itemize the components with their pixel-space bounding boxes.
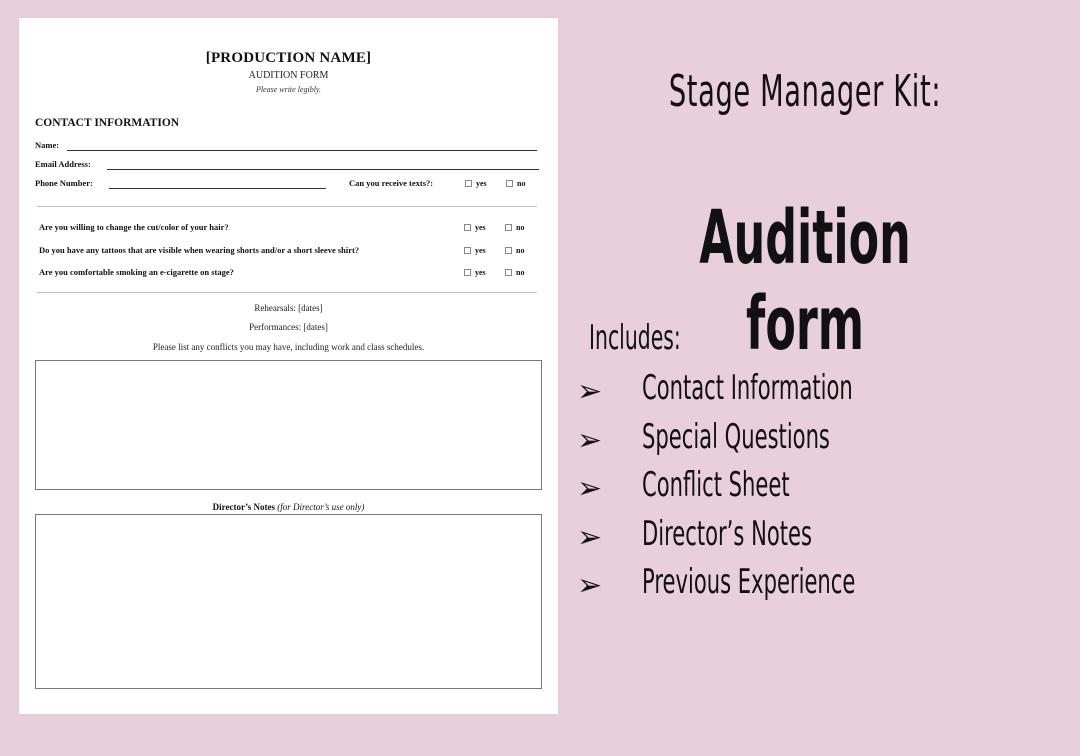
smoking-no-option[interactable] xyxy=(505,268,524,277)
audition-form-page xyxy=(19,18,558,714)
yes-label: yes xyxy=(475,246,486,255)
directors-notes-textarea[interactable] xyxy=(35,514,542,689)
product-title: Audition form xyxy=(699,195,911,367)
tattoos-no-option[interactable] xyxy=(505,246,524,255)
hair-yes-option[interactable] xyxy=(464,223,486,232)
question-hair: Are you willing to change the cut/color of your hair? xyxy=(39,222,229,232)
tattoos-yes-option[interactable] xyxy=(464,246,486,255)
question-tattoos: Do you have any tattoos that are visible when wearing shorts and/or a short sleeve shirt? xyxy=(39,245,360,255)
list-item-label: Special Questions xyxy=(642,417,830,457)
checkbox-icon xyxy=(505,224,512,231)
performances-dates: Performances: [dates] xyxy=(249,322,328,332)
checkbox-icon xyxy=(505,247,512,254)
list-item-label: Director’s Notes xyxy=(642,514,812,554)
email-field[interactable] xyxy=(107,169,539,170)
directors-notes-label: Director’s Notes xyxy=(212,502,276,512)
name-label: Name: xyxy=(35,140,60,150)
email-label: Email Address: xyxy=(35,159,91,169)
checkbox-icon xyxy=(465,180,472,187)
checkbox-icon xyxy=(464,269,471,276)
includes-label: Includes: xyxy=(589,318,681,358)
checkbox-icon xyxy=(505,269,512,276)
directors-notes-hint: (for Director’s use only) xyxy=(277,502,365,512)
list-item-label: Conflict Sheet xyxy=(642,465,790,505)
form-subtitle: AUDITION FORM xyxy=(248,70,329,81)
texts-no-option[interactable] xyxy=(506,179,525,188)
checkbox-icon xyxy=(464,247,471,254)
conflicts-prompt: Please list any conflicts you may have, including work and class schedules. xyxy=(152,342,425,352)
production-name-title: [PRODUCTION NAME] xyxy=(205,50,372,66)
no-label: no xyxy=(517,179,526,188)
arrow-bullet-icon: ➢ xyxy=(577,374,603,409)
question-smoking: Are you comfortable smoking an e-cigarette on stage? xyxy=(39,267,234,277)
name-field[interactable] xyxy=(67,150,537,151)
texts-yes-option[interactable] xyxy=(465,179,487,188)
no-label: no xyxy=(516,223,525,232)
list-item-label: Contact Information xyxy=(642,368,853,408)
arrow-bullet-icon: ➢ xyxy=(577,423,603,458)
phone-field[interactable] xyxy=(109,188,326,189)
smoking-yes-option[interactable] xyxy=(464,268,486,277)
conflicts-textarea[interactable] xyxy=(35,360,542,490)
directors-notes-heading xyxy=(19,502,558,512)
contact-heading: CONTACT INFORMATION xyxy=(35,117,180,129)
divider xyxy=(37,292,537,293)
list-item-label: Previous Experience xyxy=(642,562,856,602)
no-label: no xyxy=(516,246,525,255)
yes-label: yes xyxy=(476,179,487,188)
checkbox-icon xyxy=(464,224,471,231)
kit-title: Stage Manager Kit: xyxy=(668,66,942,117)
arrow-bullet-icon: ➢ xyxy=(577,568,603,603)
texts-question-label: Can you receive texts?: xyxy=(349,178,434,188)
arrow-bullet-icon: ➢ xyxy=(577,471,603,506)
form-hint: Please write legibly. xyxy=(255,85,322,94)
hair-no-option[interactable] xyxy=(505,223,524,232)
phone-label: Phone Number: xyxy=(35,178,93,188)
checkbox-icon xyxy=(506,180,513,187)
divider xyxy=(37,206,537,207)
yes-label: yes xyxy=(475,268,486,277)
rehearsals-dates: Rehearsals: [dates] xyxy=(254,303,323,313)
no-label: no xyxy=(516,268,525,277)
yes-label: yes xyxy=(475,223,486,232)
arrow-bullet-icon: ➢ xyxy=(577,520,603,555)
